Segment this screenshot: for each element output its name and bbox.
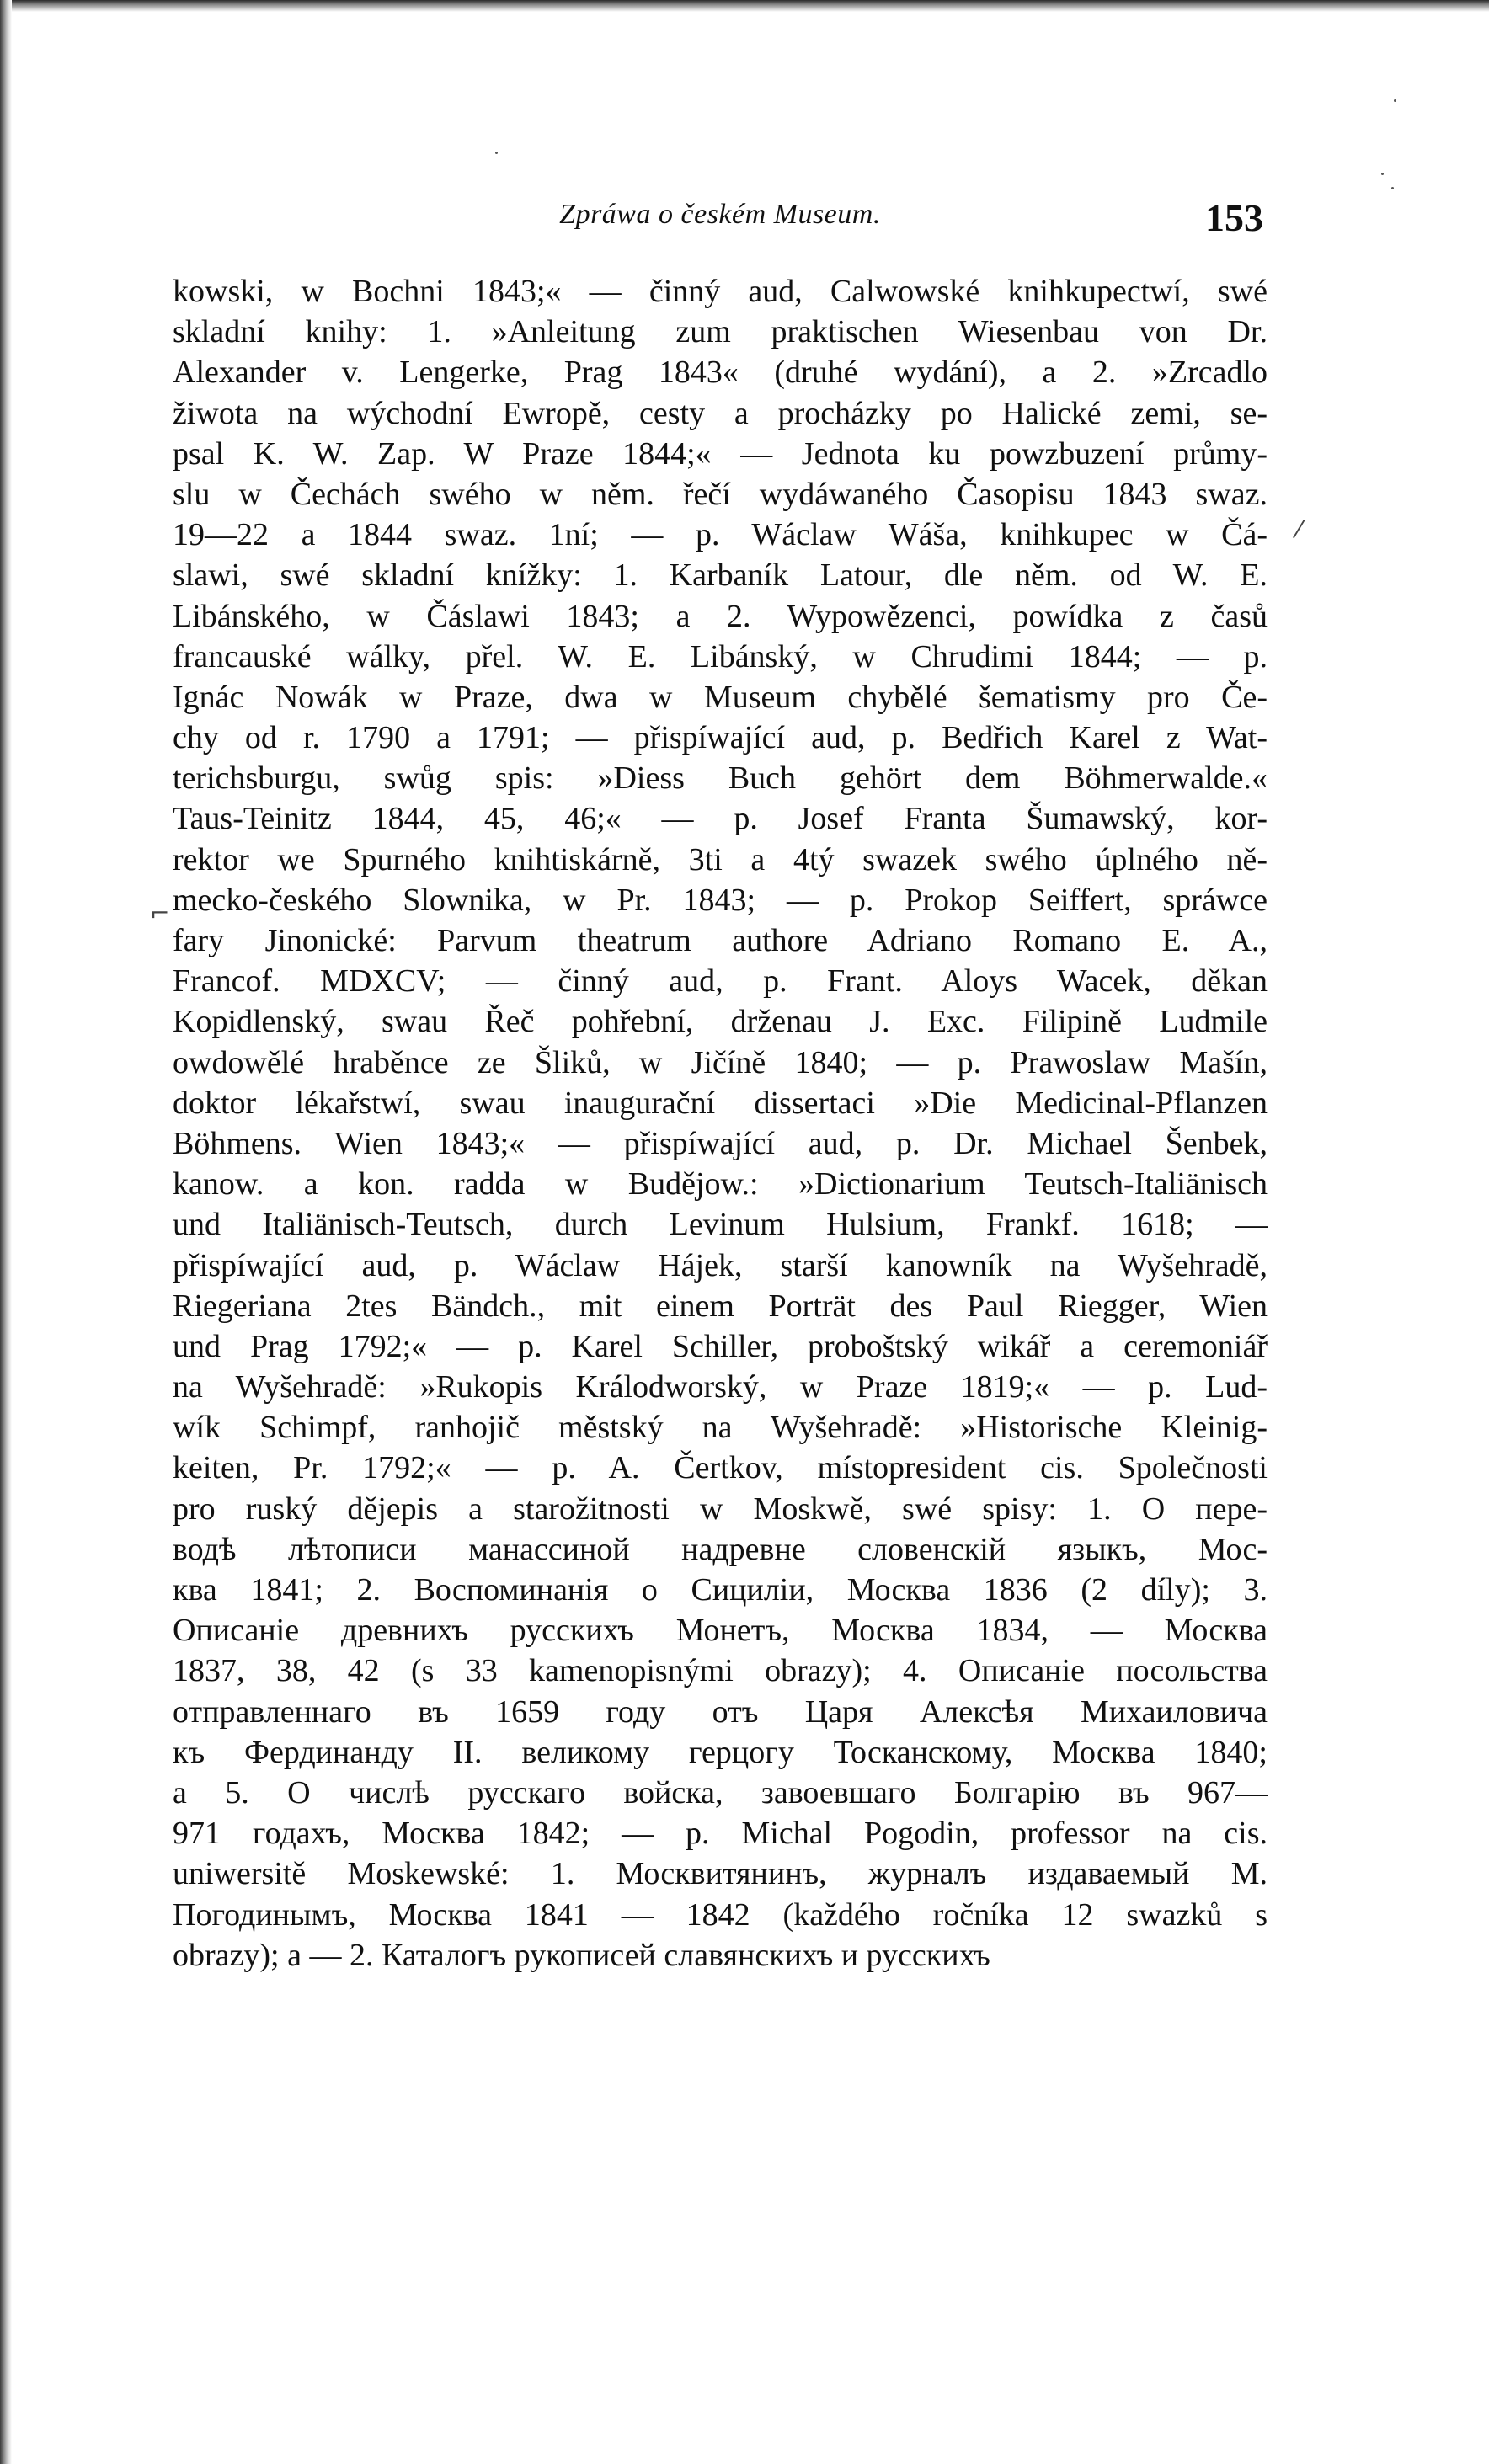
text-line: Alexander v. Lengerke, Prag 1843« (druhé wydání), a 2. »Zrcadlo [173, 355, 1268, 391]
text-line: und Prag 1792;« — p. Karel Schiller, proboštský wikář a ceremoniář [173, 1328, 1268, 1364]
text-line: keiten, Pr. 1792;« — p. A. Čertkov, místopresident cis. Společnosti [173, 1450, 1268, 1486]
margin-tick-mark: ⁄ [1297, 515, 1301, 543]
text-line: водѣ лѣтописи манассиной надревне словенскій языкъ, Мос- [173, 1531, 1268, 1567]
text-line: slu w Čechách swého w něm. řečí wydáwaného Časopisu 1843 swaz. [173, 476, 1268, 512]
text-line: Taus-Teinitz 1844, 45, 46;« — p. Josef Franta Šumawský, kor- [173, 801, 1268, 837]
text-line: pro ruský dějepis a starožitnosti w Moskwě, swé spisy: 1. О перe- [173, 1491, 1268, 1527]
text-line: žiwota na wýchodní Ewropě, cesty a procházky po Halické zemi, se- [173, 395, 1268, 431]
text-line: mecko-českého Slownika, w Pr. 1843; — p. Prokop Seiffert, spráwce [173, 882, 1268, 918]
text-line: 971 годахъ, Москва 1842; — p. Michal Pogodin, professor na cis. [173, 1816, 1268, 1852]
scan-speck [1391, 187, 1394, 189]
text-line: fary Jinonické: Parvum theatrum authore Adriano Romano E. A., [173, 923, 1268, 958]
scan-speck [1394, 99, 1396, 102]
scan-speck [1381, 173, 1384, 175]
text-line: psal K. W. Zap. W Praze 1844;« — Jednota ku powzbuzení průmy- [173, 435, 1268, 472]
text-line: doktor lékařstwí, swau inaugurační dissertaci »Die Medicinal-Pflanzen [173, 1085, 1268, 1121]
text-line: wík Schimpf, ranhojič městský na Wyšehradě: »Historische Kleinig- [173, 1410, 1268, 1446]
scan-edge-top [0, 0, 1489, 12]
text-line: Ignác Nowák w Praze, dwa w Museum chybělé šematismy pro Če- [173, 679, 1268, 715]
page-header [177, 195, 1263, 246]
text-line: chy od r. 1790 a 1791; — přispíwající aud, p. Bedřich Karel z Wat- [173, 720, 1268, 756]
text-line: slawi, swé skladní knížky: 1. Karbaník Latour, dle něm. od W. E. [173, 557, 1268, 594]
text-line: ква 1841; 2. Воспоминанія о Сициліи, Москва 1836 (2 díly); 3. [173, 1572, 1268, 1608]
text-line: 1837, 38, 42 (s 33 kamenopisnými obrazy); 4. Описаніе посольства [173, 1653, 1268, 1689]
text-line: Описаніе древнихъ русскихъ Монетъ, Москва 1834, — Москва [173, 1613, 1268, 1649]
text-line: terichsburgu, swůg spis: »Diess Buch gehört dem Böhmerwalde.« [173, 760, 1268, 797]
text-line: Francof. MDXCV; — činný aud, p. Frant. Aloys Wacek, děkan [173, 963, 1268, 1000]
text-line: uniwersitě Moskewské: 1. Москвитянинъ, журналъ издаваемый М. [173, 1856, 1268, 1892]
body-text [173, 271, 1268, 1976]
text-line: obrazy); a — 2. Каталогъ рукописей славянскихъ и русскихъ [173, 1937, 990, 1973]
page-number: 153 [1205, 196, 1263, 239]
text-line: francauské wálky, přel. W. E. Libánský, w Chrudimi 1844; — p. [173, 638, 1268, 675]
text-line: отправленнаго въ 1659 году отъ Царя Алексѣя Михаиловича [173, 1693, 1268, 1730]
text-line: na Wyšehradě: »Rukopis Králodworský, w Praze 1819;« — p. Lud- [173, 1369, 1268, 1405]
text-line: Погодинымъ, Москва 1841 — 1842 (každého ročníka 12 swazků s [173, 1896, 1268, 1933]
running-title: Zpráwa o českém Museum. [559, 199, 881, 230]
text-line: a 5. О числѣ русскаго войска, завоевшаго Болгарію въ 967— [173, 1774, 1268, 1811]
text-line: přispíwající aud, p. Wáclaw Hájek, starší kanowník na Wyšehradě, [173, 1247, 1268, 1283]
text-line: kowski, w Bochni 1843;« — činný aud, Calwowské knihkupectwí, swé [173, 274, 1268, 309]
text-line: Böhmens. Wien 1843;« — přispíwající aud, p. Dr. Michael Šenbek, [173, 1125, 1268, 1161]
text-line: Libánského, w Čáslawi 1843; a 2. Wypowězenci, powídka z časů [173, 598, 1268, 634]
text-line: kanow. a kon. radda w Budějow.: »Dictionarium Teutsch-Italiänisch [173, 1166, 1268, 1203]
margin-tick-mark: ⌐ [150, 899, 170, 927]
text-line: rektor we Spurného knihtiskárně, 3ti a 4tý swazek swého úplného ně- [173, 841, 1268, 877]
text-line: 19—22 a 1844 swaz. 1ní; — p. Wáclaw Wáša, knihkupec w Čá- [173, 517, 1268, 553]
text-line: und Italiänisch-Teutsch, durch Levinum Hulsium, Frankf. 1618; — [173, 1207, 1268, 1243]
text-line: къ Фердинанду II. великому герцогу Тосканскому, Москва 1840; [173, 1734, 1268, 1770]
text-line: owdowělé hraběnce ze Šliků, w Jičíně 1840; — p. Prawoslaw Mašín, [173, 1044, 1268, 1080]
text-line: Kopidlenský, swau Řeč pohřební, drženau J. Exc. Filipině Ludmile [173, 1004, 1268, 1040]
scan-edge-left [0, 0, 12, 2464]
text-line: Riegeriana 2tes Bändch., mit einem Porträt des Paul Riegger, Wien [173, 1288, 1268, 1324]
scan-speck [495, 152, 498, 154]
text-line: skladní knihy: 1. »Anleitung zum praktischen Wiesenbau von Dr. [173, 314, 1268, 350]
